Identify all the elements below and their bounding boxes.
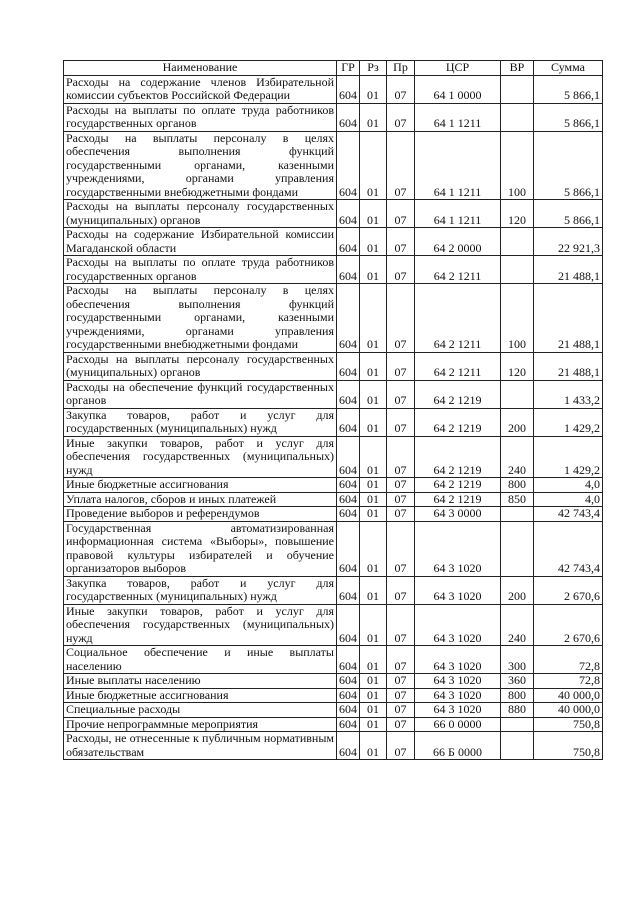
- table-row: [64, 703, 603, 718]
- cell-pr: 07: [387, 688, 415, 703]
- table-row: [64, 103, 603, 131]
- cell-name: Прочие непрограммные мероприятия: [64, 717, 337, 732]
- cell-rz: 01: [360, 688, 387, 703]
- cell-vr: [501, 507, 534, 522]
- table-row: [64, 732, 603, 760]
- table-row: [64, 408, 603, 436]
- cell-vr: 880: [501, 703, 534, 718]
- cell-sum: 21 488,1: [534, 256, 603, 284]
- cell-pr: 07: [387, 75, 415, 103]
- cell-pr: 07: [387, 256, 415, 284]
- table-row: [64, 284, 603, 353]
- table-row: [64, 75, 603, 103]
- cell-sum: 750,8: [534, 732, 603, 760]
- cell-rz: 01: [360, 103, 387, 131]
- cell-csr: 64 3 1020: [415, 674, 501, 689]
- header-pr: Пр: [387, 61, 415, 76]
- cell-rz: 01: [360, 703, 387, 718]
- cell-pr: 07: [387, 674, 415, 689]
- cell-rz: 01: [360, 576, 387, 604]
- cell-gr: 604: [337, 103, 360, 131]
- cell-pr: 07: [387, 703, 415, 718]
- cell-csr: 64 2 1219: [415, 436, 501, 478]
- cell-sum: 1 433,2: [534, 380, 603, 408]
- cell-pr: 07: [387, 646, 415, 674]
- cell-gr: 604: [337, 284, 360, 353]
- cell-name: Государственная автоматизированная информационная система «Выборы», повышение правовой культуры избирателей и обучение организаторов выборов: [64, 521, 337, 576]
- cell-sum: 1 429,2: [534, 408, 603, 436]
- cell-vr: 800: [501, 688, 534, 703]
- cell-gr: 604: [337, 492, 360, 507]
- cell-vr: [501, 717, 534, 732]
- cell-sum: 21 488,1: [534, 284, 603, 353]
- cell-csr: 66 Б 0000: [415, 732, 501, 760]
- cell-pr: 07: [387, 717, 415, 732]
- cell-vr: 120: [501, 200, 534, 228]
- cell-rz: 01: [360, 75, 387, 103]
- table-row: [64, 576, 603, 604]
- cell-sum: 750,8: [534, 717, 603, 732]
- cell-pr: 07: [387, 131, 415, 200]
- cell-rz: 01: [360, 284, 387, 353]
- cell-rz: 01: [360, 408, 387, 436]
- cell-pr: 07: [387, 352, 415, 380]
- cell-name: Расходы на содержание членов Избирательной комиссии субъектов Российской Федерации: [64, 75, 337, 103]
- cell-name: Расходы на выплаты персоналу в целях обеспечения выполнения функций государственными органами, казенными учреждениями, органами управления государственными внебюджетными фондами: [64, 284, 337, 353]
- cell-pr: 07: [387, 103, 415, 131]
- cell-rz: 01: [360, 674, 387, 689]
- cell-gr: 604: [337, 75, 360, 103]
- cell-sum: 40 000,0: [534, 703, 603, 718]
- cell-gr: 604: [337, 732, 360, 760]
- cell-csr: 64 2 0000: [415, 228, 501, 256]
- cell-vr: [501, 75, 534, 103]
- cell-gr: 604: [337, 256, 360, 284]
- cell-rz: 01: [360, 380, 387, 408]
- cell-csr: 64 2 1211: [415, 256, 501, 284]
- cell-pr: 07: [387, 492, 415, 507]
- cell-pr: 07: [387, 478, 415, 493]
- cell-vr: 120: [501, 352, 534, 380]
- cell-rz: 01: [360, 717, 387, 732]
- table-row: [64, 436, 603, 478]
- table-row: [64, 646, 603, 674]
- cell-name: Расходы на выплаты по оплате труда работников государственных органов: [64, 256, 337, 284]
- cell-gr: 604: [337, 436, 360, 478]
- cell-sum: 2 670,6: [534, 576, 603, 604]
- cell-vr: 300: [501, 646, 534, 674]
- cell-gr: 604: [337, 674, 360, 689]
- cell-csr: 64 1 1211: [415, 200, 501, 228]
- cell-gr: 604: [337, 604, 360, 646]
- table-row: [64, 674, 603, 689]
- cell-pr: 07: [387, 732, 415, 760]
- cell-sum: 72,8: [534, 674, 603, 689]
- cell-gr: 604: [337, 507, 360, 522]
- cell-gr: 604: [337, 521, 360, 576]
- cell-name: Социальное обеспечение и иные выплаты населению: [64, 646, 337, 674]
- cell-name: Расходы на выплаты персоналу в целях обеспечения выполнения функций государственными органами, казенными учреждениями, органами управления государственными внебюджетными фондами: [64, 131, 337, 200]
- table-row: [64, 228, 603, 256]
- cell-sum: 4,0: [534, 492, 603, 507]
- cell-rz: 01: [360, 478, 387, 493]
- cell-pr: 07: [387, 521, 415, 576]
- document-page: [63, 60, 603, 760]
- cell-csr: 64 3 1020: [415, 521, 501, 576]
- cell-pr: 07: [387, 408, 415, 436]
- cell-sum: 42 743,4: [534, 507, 603, 522]
- cell-sum: 5 866,1: [534, 131, 603, 200]
- cell-gr: 604: [337, 352, 360, 380]
- cell-csr: 64 2 1211: [415, 284, 501, 353]
- cell-name: Закупка товаров, работ и услуг для государственных (муниципальных) нужд: [64, 576, 337, 604]
- cell-gr: 604: [337, 646, 360, 674]
- cell-name: Уплата налогов, сборов и иных платежей: [64, 492, 337, 507]
- cell-gr: 604: [337, 408, 360, 436]
- cell-sum: 1 429,2: [534, 436, 603, 478]
- cell-pr: 07: [387, 436, 415, 478]
- table-body: [64, 75, 603, 760]
- cell-vr: [501, 732, 534, 760]
- table-row: [64, 521, 603, 576]
- cell-rz: 01: [360, 352, 387, 380]
- cell-pr: 07: [387, 576, 415, 604]
- cell-csr: 64 2 1219: [415, 478, 501, 493]
- header-vr: ВР: [501, 61, 534, 76]
- table-header-row: [64, 61, 603, 76]
- cell-name: Расходы, не отнесенные к публичным нормативным обязательствам: [64, 732, 337, 760]
- cell-gr: 604: [337, 380, 360, 408]
- cell-sum: 21 488,1: [534, 352, 603, 380]
- header-gr: ГР: [337, 61, 360, 76]
- cell-name: Проведение выборов и референдумов: [64, 507, 337, 522]
- cell-csr: 64 2 1219: [415, 492, 501, 507]
- cell-vr: 240: [501, 436, 534, 478]
- cell-vr: 200: [501, 576, 534, 604]
- cell-csr: 64 1 1211: [415, 131, 501, 200]
- cell-vr: 850: [501, 492, 534, 507]
- cell-vr: [501, 380, 534, 408]
- cell-csr: 64 3 1020: [415, 646, 501, 674]
- cell-csr: 64 3 0000: [415, 507, 501, 522]
- cell-sum: 5 866,1: [534, 103, 603, 131]
- cell-gr: 604: [337, 703, 360, 718]
- cell-vr: [501, 103, 534, 131]
- budget-table: [63, 60, 603, 760]
- cell-csr: 66 0 0000: [415, 717, 501, 732]
- cell-name: Закупка товаров, работ и услуг для государственных (муниципальных) нужд: [64, 408, 337, 436]
- cell-rz: 01: [360, 507, 387, 522]
- cell-rz: 01: [360, 256, 387, 284]
- cell-sum: 22 921,3: [534, 228, 603, 256]
- cell-name: Расходы на выплаты персоналу государственных (муниципальных) органов: [64, 200, 337, 228]
- table-row: [64, 478, 603, 493]
- cell-vr: 240: [501, 604, 534, 646]
- table-row: [64, 352, 603, 380]
- header-name: Наименование: [64, 61, 337, 76]
- cell-csr: 64 2 1211: [415, 352, 501, 380]
- table-row: [64, 492, 603, 507]
- cell-rz: 01: [360, 732, 387, 760]
- cell-sum: 40 000,0: [534, 688, 603, 703]
- cell-rz: 01: [360, 436, 387, 478]
- cell-name: Иные бюджетные ассигнования: [64, 478, 337, 493]
- table-row: [64, 717, 603, 732]
- cell-csr: 64 1 1211: [415, 103, 501, 131]
- cell-gr: 604: [337, 131, 360, 200]
- cell-gr: 604: [337, 576, 360, 604]
- cell-pr: 07: [387, 380, 415, 408]
- cell-name: Иные выплаты населению: [64, 674, 337, 689]
- cell-pr: 07: [387, 284, 415, 353]
- cell-vr: 100: [501, 284, 534, 353]
- header-sum: Сумма: [534, 61, 603, 76]
- cell-csr: 64 3 1020: [415, 703, 501, 718]
- table-row: [64, 688, 603, 703]
- cell-pr: 07: [387, 200, 415, 228]
- table-row: [64, 380, 603, 408]
- cell-csr: 64 3 1020: [415, 604, 501, 646]
- cell-sum: 4,0: [534, 478, 603, 493]
- cell-gr: 604: [337, 478, 360, 493]
- cell-gr: 604: [337, 228, 360, 256]
- cell-pr: 07: [387, 507, 415, 522]
- header-rz: Рз: [360, 61, 387, 76]
- cell-sum: 5 866,1: [534, 75, 603, 103]
- cell-name: Расходы на выплаты по оплате труда работников государственных органов: [64, 103, 337, 131]
- cell-vr: 360: [501, 674, 534, 689]
- cell-rz: 01: [360, 131, 387, 200]
- table-row: [64, 131, 603, 200]
- cell-name: Иные закупки товаров, работ и услуг для обеспечения государственных (муниципальных) нужд: [64, 604, 337, 646]
- cell-rz: 01: [360, 521, 387, 576]
- cell-name: Расходы на содержание Избирательной комиссии Магаданской области: [64, 228, 337, 256]
- cell-name: Расходы на выплаты персоналу государственных (муниципальных) органов: [64, 352, 337, 380]
- cell-vr: [501, 256, 534, 284]
- cell-vr: [501, 521, 534, 576]
- cell-gr: 604: [337, 200, 360, 228]
- cell-name: Специальные расходы: [64, 703, 337, 718]
- cell-name: Расходы на обеспечение функций государственных органов: [64, 380, 337, 408]
- table-row: [64, 507, 603, 522]
- cell-name: Иные закупки товаров, работ и услуг для обеспечения государственных (муниципальных) нужд: [64, 436, 337, 478]
- cell-gr: 604: [337, 717, 360, 732]
- cell-rz: 01: [360, 646, 387, 674]
- cell-vr: 200: [501, 408, 534, 436]
- cell-csr: 64 2 1219: [415, 380, 501, 408]
- cell-vr: [501, 228, 534, 256]
- cell-csr: 64 1 0000: [415, 75, 501, 103]
- cell-csr: 64 3 1020: [415, 576, 501, 604]
- cell-sum: 42 743,4: [534, 521, 603, 576]
- header-csr: ЦСР: [415, 61, 501, 76]
- cell-csr: 64 3 1020: [415, 688, 501, 703]
- cell-sum: 2 670,6: [534, 604, 603, 646]
- cell-vr: 100: [501, 131, 534, 200]
- cell-name: Иные бюджетные ассигнования: [64, 688, 337, 703]
- table-row: [64, 200, 603, 228]
- cell-rz: 01: [360, 200, 387, 228]
- cell-pr: 07: [387, 228, 415, 256]
- cell-rz: 01: [360, 228, 387, 256]
- cell-sum: 72,8: [534, 646, 603, 674]
- cell-pr: 07: [387, 604, 415, 646]
- table-row: [64, 256, 603, 284]
- cell-sum: 5 866,1: [534, 200, 603, 228]
- cell-gr: 604: [337, 688, 360, 703]
- cell-rz: 01: [360, 492, 387, 507]
- cell-csr: 64 2 1219: [415, 408, 501, 436]
- cell-vr: 800: [501, 478, 534, 493]
- table-row: [64, 604, 603, 646]
- cell-rz: 01: [360, 604, 387, 646]
